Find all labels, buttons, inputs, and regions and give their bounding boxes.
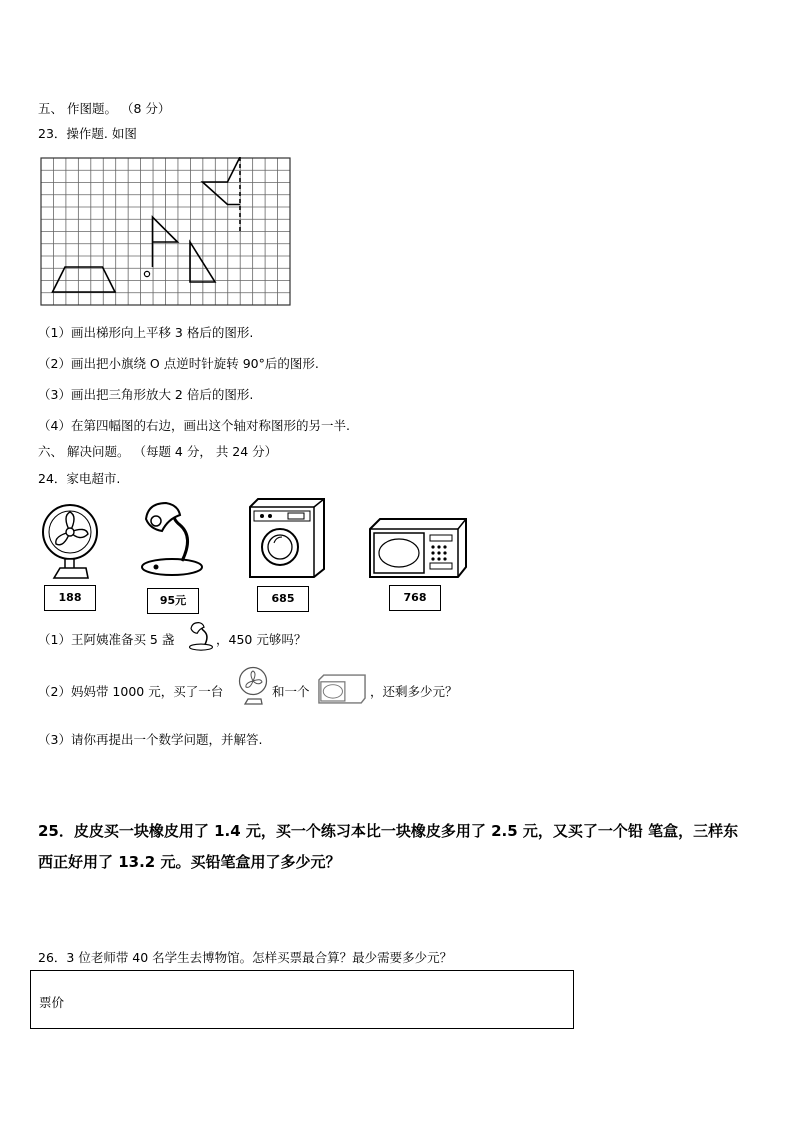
point-o xyxy=(144,271,149,276)
question-23-stem: 23．操作题. 如图 xyxy=(38,126,137,141)
q24-sub-2-part-a: （2）妈妈带 1000 元，买了一台 xyxy=(38,684,224,699)
q23-sub-3: （3）画出把三角形放大 2 倍后的图形. xyxy=(38,387,254,402)
washing-machine-icon xyxy=(248,497,326,579)
question-24-stem: 24．家电超市. xyxy=(38,471,121,486)
q24-sub-1-part-a: （1）王阿姨准备买 5 盏 xyxy=(38,632,175,647)
q23-sub-1: （1）画出梯形向上平移 3 格后的图形. xyxy=(38,325,254,340)
ticket-price-label: 票价 xyxy=(39,995,65,1010)
question-25-line-1: 25．皮皮买一块橡皮用了 1.4 元，买一个练习本比一块橡皮多用了 2.5 元，又买了一个铅 笔盒，三样东 xyxy=(38,822,739,840)
price-tag-microwave: 768 xyxy=(389,585,441,611)
question-25-line-2: 西正好用了 13.2 元。买铅笔盒用了多少元？ xyxy=(38,853,341,871)
fan-icon xyxy=(238,666,268,706)
fan-icon xyxy=(40,502,100,582)
price-tag-fan: 188 xyxy=(44,585,96,611)
q24-sub-1-part-b: ，450 元够吗？ xyxy=(216,632,307,647)
q23-sub-2: （2）画出把小旗绕 O 点逆时针旋转 90°后的图形. xyxy=(38,356,319,371)
q24-sub-2-part-c: ，还剩多少元？ xyxy=(370,684,458,699)
flag-shape xyxy=(153,217,178,267)
microwave-icon xyxy=(368,517,468,579)
question-26-stem: 26．3 位老师带 40 名学生去博物馆。怎样买票最合算？最少需要多少元？ xyxy=(38,950,453,965)
q24-sub-3: （3）请你再提出一个数学问题，并解答. xyxy=(38,732,263,747)
price-tag-lamp: 95元 xyxy=(147,588,199,614)
microwave-icon xyxy=(318,674,366,704)
section-six-title: 六、 解决问题。 （每题 4 分， 共 24 分） xyxy=(38,444,278,459)
desk-lamp-icon xyxy=(188,620,214,652)
half-symmetric-shape xyxy=(203,157,241,205)
desk-lamp-icon xyxy=(138,497,206,579)
q23-sub-4: （4）在第四幅图的右边，画出这个轴对称图形的另一半. xyxy=(38,418,350,433)
grid-figure xyxy=(40,157,292,307)
section-five-title: 五、 作图题。 （8 分） xyxy=(38,101,171,116)
trapezoid-shape xyxy=(53,267,116,292)
price-tag-washer: 685 xyxy=(257,586,309,612)
q24-sub-2-part-b: 和一个 xyxy=(272,684,310,699)
ticket-price-box xyxy=(30,970,574,1029)
